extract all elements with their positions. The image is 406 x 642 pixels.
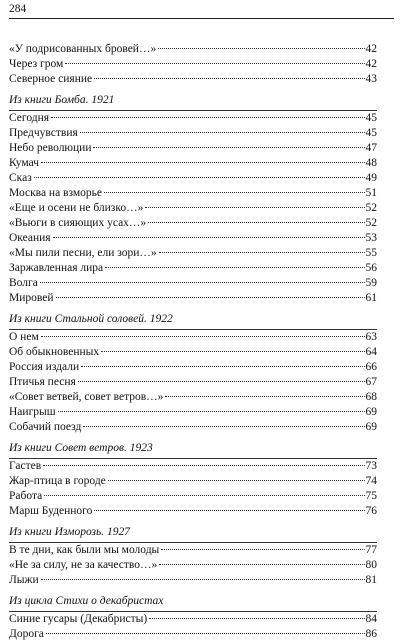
toc-entry [9,390,377,405]
toc-entry [9,420,377,435]
entry-page: 75 [365,490,377,502]
entry-page: 49 [365,172,377,184]
dot-leader [41,579,365,580]
toc-entry [9,246,377,261]
dot-leader [158,48,364,49]
entry-page: 80 [365,559,377,571]
entry-title: «Еще и осени не близко…» [9,202,144,214]
dot-leader [53,237,365,238]
entry-title: Предчувствия [9,127,78,139]
entry-page: 55 [365,247,377,259]
dot-leader [46,633,365,634]
dot-leader [34,177,365,178]
entry-title: В те дни, как были мы молоды [9,544,160,556]
dot-leader [101,351,364,352]
entry-title: Птичья песня [9,376,76,388]
entry-title: Жар-птица в городе [9,475,106,487]
entry-page: 61 [365,292,377,304]
toc-section [9,312,377,435]
entry-page: 52 [365,202,377,214]
entry-title: Синие гусары (Декабристы) [9,613,148,625]
entry-page: 53 [365,232,377,244]
entry-page: 42 [365,58,377,70]
toc-entry [9,543,377,558]
dot-leader [80,132,365,133]
dot-leader [40,282,365,283]
entry-title: Мировей [9,292,54,304]
entry-page: 77 [365,544,377,556]
toc-entry [9,276,377,291]
dot-leader [148,222,364,223]
entry-page: 47 [365,142,377,154]
entry-page: 84 [365,613,377,625]
entry-page: 45 [365,127,377,139]
entry-title: Небо революции [9,142,92,154]
entry-title: Северное сияние [9,73,93,85]
toc-entry [9,156,377,171]
entry-page: 42 [365,43,377,55]
toc-entry [9,72,377,87]
toc-entry [9,405,377,420]
toc-entry [9,360,377,375]
dot-leader [159,252,365,253]
toc-entry [9,201,377,216]
toc-section [9,93,377,306]
entry-page: 69 [365,421,377,433]
toc-entry [9,474,377,489]
entry-page: 69 [365,406,377,418]
entry-title: Россия издали [9,361,80,373]
section-heading: Из книги Бомба. 1921 [9,94,115,106]
page-number: 284 [9,3,27,15]
toc-entry [9,627,377,642]
entry-title: «Не за силу, не за качество…» [9,559,158,571]
entry-page: 52 [365,217,377,229]
entry-title: Дорога [9,628,44,640]
entry-page: 43 [365,73,377,85]
toc-entry [9,291,377,306]
dot-leader [149,618,364,619]
entry-page: 59 [365,277,377,289]
toc-entry [9,612,377,627]
dot-leader [145,207,364,208]
toc-entry [9,261,377,276]
toc-entry [9,231,377,246]
toc-entry [9,57,377,72]
section-heading: Из книги Стальной соловей. 1922 [9,313,173,325]
toc-entry [9,42,377,57]
dot-leader [58,411,365,412]
dot-leader [83,426,364,427]
entry-title: Через гром [9,58,64,70]
toc-section [9,525,377,588]
toc-entry [9,330,377,345]
entry-title: Собачий поезд [9,421,82,433]
toc-entry [9,126,377,141]
dot-leader [105,267,364,268]
dot-leader [165,396,364,397]
toc-entry [9,345,377,360]
dot-leader [51,117,364,118]
dot-leader [81,366,364,367]
entry-page: 86 [365,628,377,640]
section-heading: Из цикла Стихи о декабристах [9,595,164,607]
entry-title: О нем [9,331,39,343]
section-heading: Из книги Совет ветров. 1923 [9,442,153,454]
dot-leader [94,510,364,511]
toc-entry [9,186,377,201]
entry-title: Кумач [9,157,40,169]
section-heading: Из книги Изморозь. 1927 [9,526,131,538]
toc-entry [9,111,377,126]
entry-page: 67 [365,376,377,388]
dot-leader [41,162,364,163]
entry-page: 56 [365,262,377,274]
dot-leader [44,495,364,496]
toc-entry [9,489,377,504]
entry-title: «У подрисованных бровей…» [9,43,157,55]
entry-title: Лыжи [9,574,39,586]
entry-page: 74 [365,475,377,487]
entry-title: «Мы пили песни, ели зори…» [9,247,157,259]
entry-title: Сказ [9,172,32,184]
dot-leader [65,63,364,64]
entry-title: Наигрыш [9,406,56,418]
dot-leader [56,297,365,298]
dot-leader [104,192,365,193]
dot-leader [43,465,364,466]
toc-entry [9,459,377,474]
toc-entry [9,504,377,519]
entry-title: Марш Буденного [9,505,93,517]
entry-page: 45 [365,112,377,124]
toc-entry [9,573,377,588]
toc-entry [9,558,377,573]
entry-title: Гастев [9,460,42,472]
entry-title: «Совет ветвей, совет ветров…» [9,391,164,403]
entry-page: 68 [365,391,377,403]
entry-title: Сегодня [9,112,50,124]
dot-leader [108,480,365,481]
entry-title: Работа [9,490,43,502]
entry-title: Об обыкновенных [9,346,100,358]
toc-section [9,42,377,87]
toc-entry [9,216,377,231]
entry-page: 81 [365,574,377,586]
toc-entry [9,141,377,156]
entry-page: 73 [365,460,377,472]
entry-title: Москва на взморье [9,187,102,199]
entry-title: «Вьюги в сияющих усах…» [9,217,147,229]
toc-section [9,441,377,519]
header-rule [9,18,394,19]
entry-page: 64 [365,346,377,358]
dot-leader [159,564,364,565]
table-of-contents [9,42,377,642]
dot-leader [94,78,364,79]
entry-title: Заржавленная лира [9,262,104,274]
entry-page: 48 [365,157,377,169]
entry-page: 66 [365,361,377,373]
entry-page: 76 [365,505,377,517]
dot-leader [41,336,365,337]
toc-entry [9,375,377,390]
entry-title: Волга [9,277,38,289]
entry-page: 63 [365,331,377,343]
dot-leader [78,381,365,382]
toc-entry [9,171,377,186]
entry-page: 51 [365,187,377,199]
dot-leader [93,147,364,148]
entry-title: Океания [9,232,51,244]
toc-section [9,594,377,642]
dot-leader [161,549,364,550]
